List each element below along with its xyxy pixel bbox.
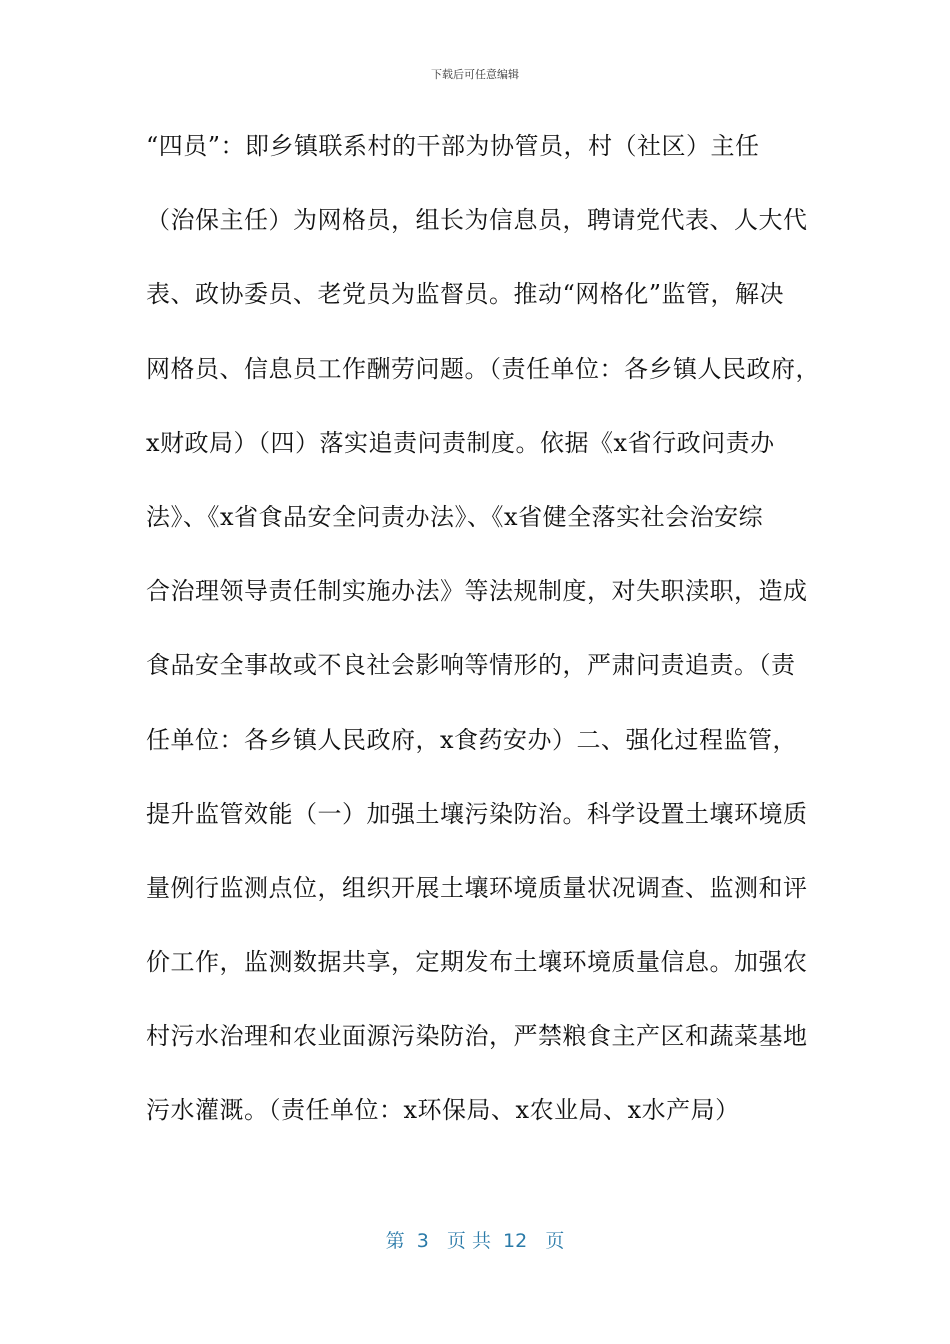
document-body [146,124,826,1163]
body-line: 村污水治理和农业面源污染防治，严禁粮食主产区和蔬菜基地 [146,1022,808,1051]
body-line: 任单位：各乡镇人民政府，x食药安办）二、强化过程监管， [146,725,798,754]
page-footer [0,1226,950,1253]
body-line: 食品安全事故或不良社会影响等情形的，严肃问责追责。（责 [146,651,796,680]
body-line: x财政局）（四）落实追责问责制度。依据《x省行政问责办 [146,428,775,457]
body-line: 量例行监测点位，组织开展土壤环境质量状况调查、监测和评 [146,873,808,902]
body-line: 合治理领导责任制实施办法》等法规制度，对失职渎职，造成 [146,577,808,606]
body-line: 污水灌溉。（责任单位：x环保局、x农业局、x水产局） [146,1096,740,1125]
body-line: 法》、《x省食品安全问责办法》、《x省健全落实社会治安综 [146,502,764,531]
body-line: （治保主任）为网格员，组长为信息员，聘请党代表、人大代 [146,206,808,235]
body-line: 网格员、信息员工作酬劳问题。（责任单位：各乡镇人民政府， [146,354,820,383]
body-line: 提升监管效能（一）加强土壤污染防治。科学设置土壤环境质 [146,799,808,828]
body-line: 价工作，监测数据共享，定期发布土壤环境质量信息。加强农 [146,948,808,977]
download-note: 下载后可任意编辑 [431,68,519,81]
body-line: 表、政协委员、老党员为监督员。推动“网格化”监管，解决 [146,280,785,309]
body-line: “四员”：即乡镇联系村的干部为协管员，村（社区）主任 [146,132,760,160]
page-number: 第 3 页 共 12 页 [385,1230,565,1252]
